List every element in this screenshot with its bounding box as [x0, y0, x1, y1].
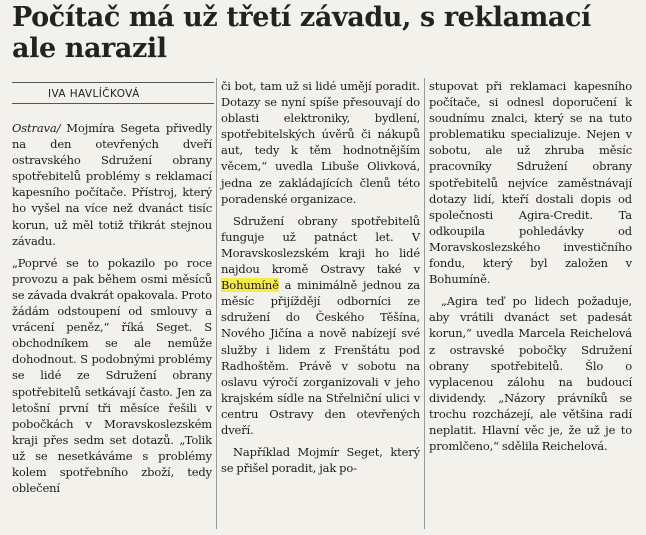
column-divider	[424, 78, 425, 529]
byline-block	[12, 82, 214, 104]
paragraph	[12, 120, 212, 249]
highlighted-word: Bohumíně	[221, 278, 279, 293]
text-column-2	[221, 78, 420, 482]
column-divider	[216, 78, 217, 529]
paragraph-text: Sdružení obrany spotřebitelů funguje už patnáct let. V Moravskoslezském kraji ho lidé najdou kromě Ostravy také v	[221, 213, 420, 277]
paragraph: stupovat při reklamaci kapesního počítače, si odnesl doporučení k soudnímu znalci, který se na tuto problematiku specializuje. Nejen v sobotu, ale už zhruba měsíc pracovníky Sdružení obrany spotřebitelů nejvíce zaměstnávají dotazy lidí, kteří dostali dopis od společnosti Agira-Credit. Ta odkoupila pohledávky od Moravskoslezského investičního fondu, který byl založen v Bohumíně.	[429, 79, 632, 287]
paragraph: „Poprvé se to pokazilo po roce provozu a pak během osmi měsíců se závada dvakrát opakovala. Proto žádám odstoupení od smlouvy a vrácení peněz,“ říká Seget. S obchodníkem se ale nemůže dohodnout. S podobnými problémy se lidé ze Sdružení obrany spotřebitelů setkávají často. Jen za letošní první tři měsíce řešili v pobočkách v Moravskoslezském kraji přes sedm set dotazů. „Tolik už se nesetkáváme s problémy kolem spotřebního zboží, tedy oblečení	[12, 255, 212, 496]
paragraph-text: a minimálně jednou za měsíc přijíždějí odborníci ze sdružení do Českého Těšína, Nového Jičína a nově nabízejí své služby i lidem z Frenštátu pod Radhoštěm. Právě v sobotu na oslavu výročí zorganizovali v jeho krajském sídle na Střelniční ulici v centru Ostravy den otevřených dveří.	[221, 278, 420, 437]
dateline: Ostrava/	[12, 121, 61, 135]
article-headline: Počítač má už třetí závadu, s reklamací ale narazil	[12, 2, 591, 64]
author-byline: IVA HAVLÍČKOVÁ	[48, 88, 140, 100]
paragraph	[221, 213, 420, 438]
byline-bottom-rule	[12, 103, 214, 104]
paragraph: či bot, tam už si lidé umějí poradit. Dotazy se nyní spíše přesouvají do oblasti elektroniky, bydlení, spotřebitelských úvěrů či nákupů aut, tedy k těm hodnotnějším věcem,“ uvedla Libuše Olivková, jedna ze zakládajících členů této poradenské organizace.	[221, 79, 420, 206]
text-column-3	[429, 78, 632, 460]
paragraph: „Agira teď po lidech požaduje, aby vrátili dvanáct set padesát korun,“ uvedla Marcela Reichelová z ostravské pobočky Sdružení obrany spotřebitelů. Šlo o vyplacenou zálohu na budoucí dividendy. „Názory právníků se trochu rozcházejí, ale většina radí neplatit. Hlavní věc je, že už je to promlčeno,“ sdělila Reichelová.	[429, 294, 632, 454]
text-column-1	[12, 120, 212, 502]
paragraph: Například Mojmír Seget, který se přišel poradit, jak po-	[221, 445, 420, 476]
paragraph-text: Mojmíra Segeta přivedly na den otevřených dveří ostravského Sdružení obrany spotřebitelů problémy s reklamací kapesního počítače. Přístroj, který ho vyšel na více než dvanáct tisíc korun, už měl totiž třikrát stejnou závadu.	[12, 121, 212, 248]
